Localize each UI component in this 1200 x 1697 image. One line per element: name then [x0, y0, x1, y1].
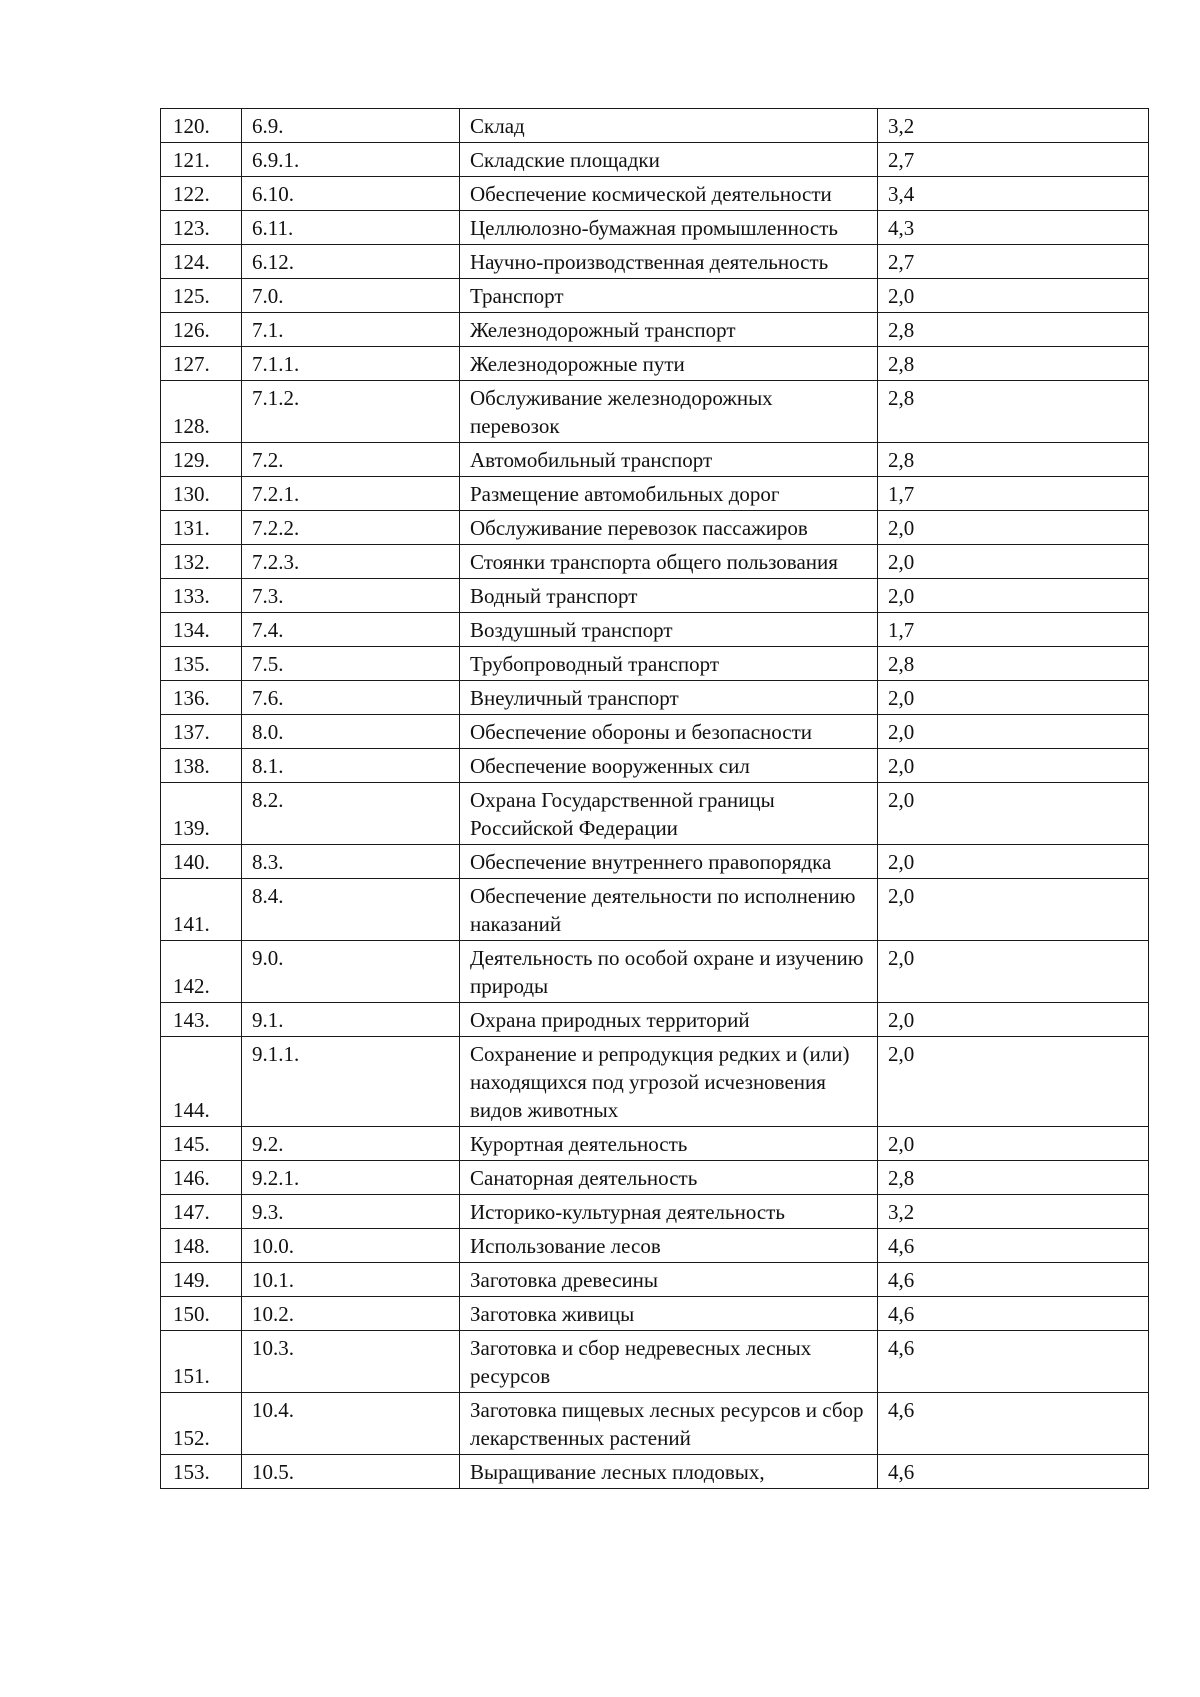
activity-name-cell: Курортная деятельность [460, 1127, 878, 1161]
coefficient-cell: 2,8 [878, 647, 1149, 681]
table-row [161, 715, 1149, 749]
row-number-cell: 131. [161, 511, 242, 545]
activity-name-cell: Склад [460, 109, 878, 143]
activity-name-cell: Железнодорожный транспорт [460, 313, 878, 347]
table-row [161, 545, 1149, 579]
table-row [161, 1297, 1149, 1331]
coefficient-cell: 2,7 [878, 245, 1149, 279]
coefficient-cell: 3,4 [878, 177, 1149, 211]
row-number-cell: 143. [161, 1003, 242, 1037]
coefficient-cell: 2,7 [878, 143, 1149, 177]
table-row [161, 647, 1149, 681]
table-row [161, 579, 1149, 613]
activity-name-cell: Охрана Государственной границы Российской Федерации [460, 783, 878, 845]
code-cell: 10.0. [242, 1229, 460, 1263]
row-number-cell: 141. [161, 879, 242, 941]
activity-name-cell: Обеспечение вооруженных сил [460, 749, 878, 783]
activity-name-cell: Воздушный транспорт [460, 613, 878, 647]
code-cell: 6.9.1. [242, 143, 460, 177]
coefficient-cell: 4,6 [878, 1393, 1149, 1455]
activity-name-cell: Научно-производственная деятельность [460, 245, 878, 279]
table-row [161, 143, 1149, 177]
activity-name-cell: Трубопроводный транспорт [460, 647, 878, 681]
row-number-cell: 139. [161, 783, 242, 845]
activity-name-cell: Транспорт [460, 279, 878, 313]
table-row [161, 313, 1149, 347]
code-cell: 8.4. [242, 879, 460, 941]
activity-name-cell: Заготовка живицы [460, 1297, 878, 1331]
activity-name-cell: Обеспечение космической деятельности [460, 177, 878, 211]
activity-name-cell: Складские площадки [460, 143, 878, 177]
code-cell: 9.2. [242, 1127, 460, 1161]
activity-name-cell: Обеспечение обороны и безопасности [460, 715, 878, 749]
coefficient-cell: 2,0 [878, 715, 1149, 749]
activity-name-cell: Заготовка и сбор недревесных лесных ресурсов [460, 1331, 878, 1393]
table-body [161, 109, 1149, 1489]
activity-name-cell: Охрана природных территорий [460, 1003, 878, 1037]
code-cell: 7.2.3. [242, 545, 460, 579]
code-cell: 7.2.1. [242, 477, 460, 511]
code-cell: 6.11. [242, 211, 460, 245]
coefficient-cell: 2,0 [878, 579, 1149, 613]
coefficient-cell: 2,0 [878, 511, 1149, 545]
activity-name-cell: Водный транспорт [460, 579, 878, 613]
activity-name-cell: Выращивание лесных плодовых, [460, 1455, 878, 1489]
code-cell: 7.2. [242, 443, 460, 477]
table-row [161, 1003, 1149, 1037]
row-number-cell: 128. [161, 381, 242, 443]
code-cell: 7.1. [242, 313, 460, 347]
code-cell: 8.1. [242, 749, 460, 783]
activity-name-cell: Заготовка пищевых лесных ресурсов и сбор лекарственных растений [460, 1393, 878, 1455]
code-cell: 10.2. [242, 1297, 460, 1331]
activity-name-cell: Внеуличный транспорт [460, 681, 878, 715]
table-row [161, 613, 1149, 647]
row-number-cell: 133. [161, 579, 242, 613]
code-cell: 10.1. [242, 1263, 460, 1297]
row-number-cell: 142. [161, 941, 242, 1003]
row-number-cell: 135. [161, 647, 242, 681]
table-row [161, 477, 1149, 511]
row-number-cell: 140. [161, 845, 242, 879]
coefficient-cell: 2,0 [878, 1127, 1149, 1161]
code-cell: 6.10. [242, 177, 460, 211]
coefficient-cell: 2,0 [878, 845, 1149, 879]
coefficient-cell: 3,2 [878, 1195, 1149, 1229]
coefficient-cell: 2,0 [878, 941, 1149, 1003]
row-number-cell: 148. [161, 1229, 242, 1263]
activity-name-cell: Железнодорожные пути [460, 347, 878, 381]
table-row [161, 211, 1149, 245]
table-row [161, 941, 1149, 1003]
activity-name-cell: Обеспечение внутреннего правопорядка [460, 845, 878, 879]
code-cell: 8.2. [242, 783, 460, 845]
row-number-cell: 129. [161, 443, 242, 477]
table-row [161, 245, 1149, 279]
code-cell: 6.9. [242, 109, 460, 143]
coefficient-cell: 2,0 [878, 1037, 1149, 1127]
code-cell: 9.1. [242, 1003, 460, 1037]
activity-name-cell: Заготовка древесины [460, 1263, 878, 1297]
coefficient-cell: 4,6 [878, 1229, 1149, 1263]
activity-name-cell: Историко-культурная деятельность [460, 1195, 878, 1229]
table-row [161, 1127, 1149, 1161]
row-number-cell: 120. [161, 109, 242, 143]
code-cell: 9.1.1. [242, 1037, 460, 1127]
row-number-cell: 153. [161, 1455, 242, 1489]
coefficient-cell: 2,8 [878, 1161, 1149, 1195]
table-row [161, 1393, 1149, 1455]
code-cell: 7.1.2. [242, 381, 460, 443]
row-number-cell: 137. [161, 715, 242, 749]
row-number-cell: 132. [161, 545, 242, 579]
activity-name-cell: Обеспечение деятельности по исполнению наказаний [460, 879, 878, 941]
code-cell: 10.3. [242, 1331, 460, 1393]
table-row [161, 1161, 1149, 1195]
row-number-cell: 134. [161, 613, 242, 647]
row-number-cell: 146. [161, 1161, 242, 1195]
row-number-cell: 150. [161, 1297, 242, 1331]
row-number-cell: 136. [161, 681, 242, 715]
coefficient-cell: 2,0 [878, 749, 1149, 783]
activity-name-cell: Автомобильный транспорт [460, 443, 878, 477]
table-row [161, 1331, 1149, 1393]
coefficient-cell: 4,6 [878, 1331, 1149, 1393]
coefficient-cell: 2,8 [878, 347, 1149, 381]
activity-name-cell: Деятельность по особой охране и изучению природы [460, 941, 878, 1003]
coefficient-cell: 3,2 [878, 109, 1149, 143]
code-cell: 9.0. [242, 941, 460, 1003]
activity-name-cell: Обслуживание перевозок пассажиров [460, 511, 878, 545]
code-cell: 7.6. [242, 681, 460, 715]
table-row [161, 443, 1149, 477]
table-row [161, 1455, 1149, 1489]
activity-name-cell: Размещение автомобильных дорог [460, 477, 878, 511]
code-cell: 6.12. [242, 245, 460, 279]
coefficient-cell: 2,8 [878, 313, 1149, 347]
row-number-cell: 122. [161, 177, 242, 211]
table-row [161, 1195, 1149, 1229]
table-row [161, 879, 1149, 941]
row-number-cell: 144. [161, 1037, 242, 1127]
code-cell: 10.4. [242, 1393, 460, 1455]
coefficient-cell: 2,0 [878, 783, 1149, 845]
activity-name-cell: Санаторная деятельность [460, 1161, 878, 1195]
row-number-cell: 151. [161, 1331, 242, 1393]
table-row [161, 511, 1149, 545]
coefficient-cell: 2,8 [878, 381, 1149, 443]
activity-name-cell: Использование лесов [460, 1229, 878, 1263]
table-row [161, 347, 1149, 381]
row-number-cell: 121. [161, 143, 242, 177]
code-cell: 9.2.1. [242, 1161, 460, 1195]
code-cell: 7.2.2. [242, 511, 460, 545]
row-number-cell: 123. [161, 211, 242, 245]
table-row [161, 279, 1149, 313]
activity-name-cell: Обслуживание железнодорожных перевозок [460, 381, 878, 443]
table-row [161, 783, 1149, 845]
row-number-cell: 147. [161, 1195, 242, 1229]
row-number-cell: 125. [161, 279, 242, 313]
code-cell: 10.5. [242, 1455, 460, 1489]
coefficient-cell: 2,0 [878, 879, 1149, 941]
coefficient-cell: 2,0 [878, 279, 1149, 313]
code-cell: 7.0. [242, 279, 460, 313]
row-number-cell: 130. [161, 477, 242, 511]
table-row [161, 1229, 1149, 1263]
row-number-cell: 126. [161, 313, 242, 347]
coefficient-cell: 1,7 [878, 613, 1149, 647]
table-row [161, 749, 1149, 783]
code-cell: 9.3. [242, 1195, 460, 1229]
table-row [161, 1263, 1149, 1297]
code-cell: 8.3. [242, 845, 460, 879]
row-number-cell: 138. [161, 749, 242, 783]
row-number-cell: 127. [161, 347, 242, 381]
coefficient-cell: 4,3 [878, 211, 1149, 245]
code-cell: 7.3. [242, 579, 460, 613]
row-number-cell: 124. [161, 245, 242, 279]
table-row [161, 177, 1149, 211]
coefficient-cell: 4,6 [878, 1297, 1149, 1331]
code-cell: 7.5. [242, 647, 460, 681]
row-number-cell: 145. [161, 1127, 242, 1161]
table-row [161, 681, 1149, 715]
coefficient-cell: 2,0 [878, 681, 1149, 715]
coefficient-cell: 4,6 [878, 1263, 1149, 1297]
table-row [161, 109, 1149, 143]
coefficient-cell: 2,0 [878, 545, 1149, 579]
code-cell: 7.4. [242, 613, 460, 647]
row-number-cell: 149. [161, 1263, 242, 1297]
activity-name-cell: Целлюлозно-бумажная промышленность [460, 211, 878, 245]
code-cell: 7.1.1. [242, 347, 460, 381]
code-cell: 8.0. [242, 715, 460, 749]
table-row [161, 1037, 1149, 1127]
activity-name-cell: Стоянки транспорта общего пользования [460, 545, 878, 579]
table-row [161, 845, 1149, 879]
coefficient-cell: 2,0 [878, 1003, 1149, 1037]
coefficient-cell: 2,8 [878, 443, 1149, 477]
coefficient-cell: 4,6 [878, 1455, 1149, 1489]
row-number-cell: 152. [161, 1393, 242, 1455]
land-use-coefficient-table [160, 108, 1149, 1489]
coefficient-cell: 1,7 [878, 477, 1149, 511]
table-row [161, 381, 1149, 443]
activity-name-cell: Сохранение и репродукция редких и (или) находящихся под угрозой исчезновения видов животных [460, 1037, 878, 1127]
